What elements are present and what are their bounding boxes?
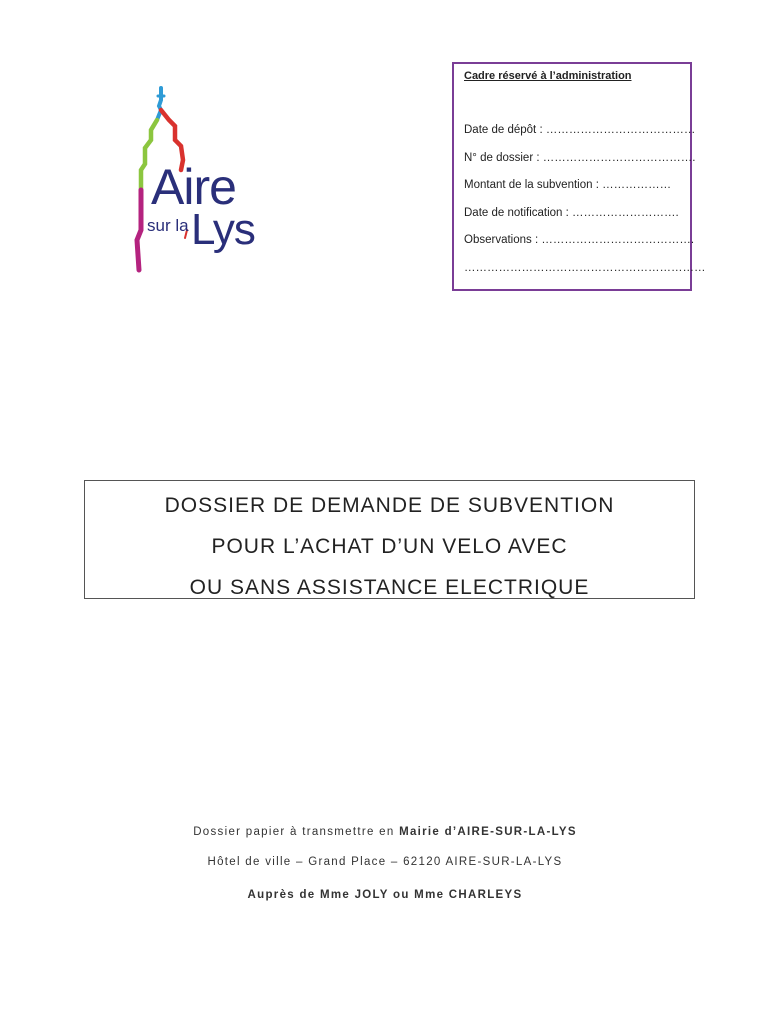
document-title-box [84,480,695,599]
admin-box-title: Cadre réservé à l’administration [464,70,632,82]
field-observations-continued: ……………………………………………………… [464,261,706,274]
field-montant-subvention: Montant de la subvention : ……………… [464,179,672,191]
document-title-line-3: OU SANS ASSISTANCE ELECTRIQUE [189,576,590,599]
admin-fields-list [464,124,706,289]
submission-contacts: Auprès de Mme JOLY ou Mme CHARLEYS [247,889,523,901]
submission-line-1 [0,826,770,838]
submission-line-1-bold: Mairie d’AIRE-SUR-LA-LYS [399,826,577,838]
field-observations: Observations : …………………………………. [464,234,695,246]
field-numero-dossier: N° de dossier : …………………………………. [464,151,696,164]
submission-line-1-prefix: Dossier papier à transmettre en [193,826,400,838]
submission-address: Hôtel de ville – Grand Place – 62120 AIRE-SUR-LA-LYS [207,856,563,868]
document-title-line-2: POUR L’ACHAT D’UN VELO AVEC [211,535,568,558]
document-title-line-1: DOSSIER DE DEMANDE DE SUBVENTION [164,494,615,517]
logo-word-aire: Aire [151,159,236,215]
field-date-depot: Date de dépôt : ………………………………… [464,124,696,136]
logo-word-surla: sur la [147,216,189,235]
field-date-notification: Date de notification : ………………………. [464,206,679,219]
admin-reserved-box [452,62,706,291]
aire-sur-la-lys-logo [125,80,275,280]
logo-word-lys: Lys [191,205,255,254]
